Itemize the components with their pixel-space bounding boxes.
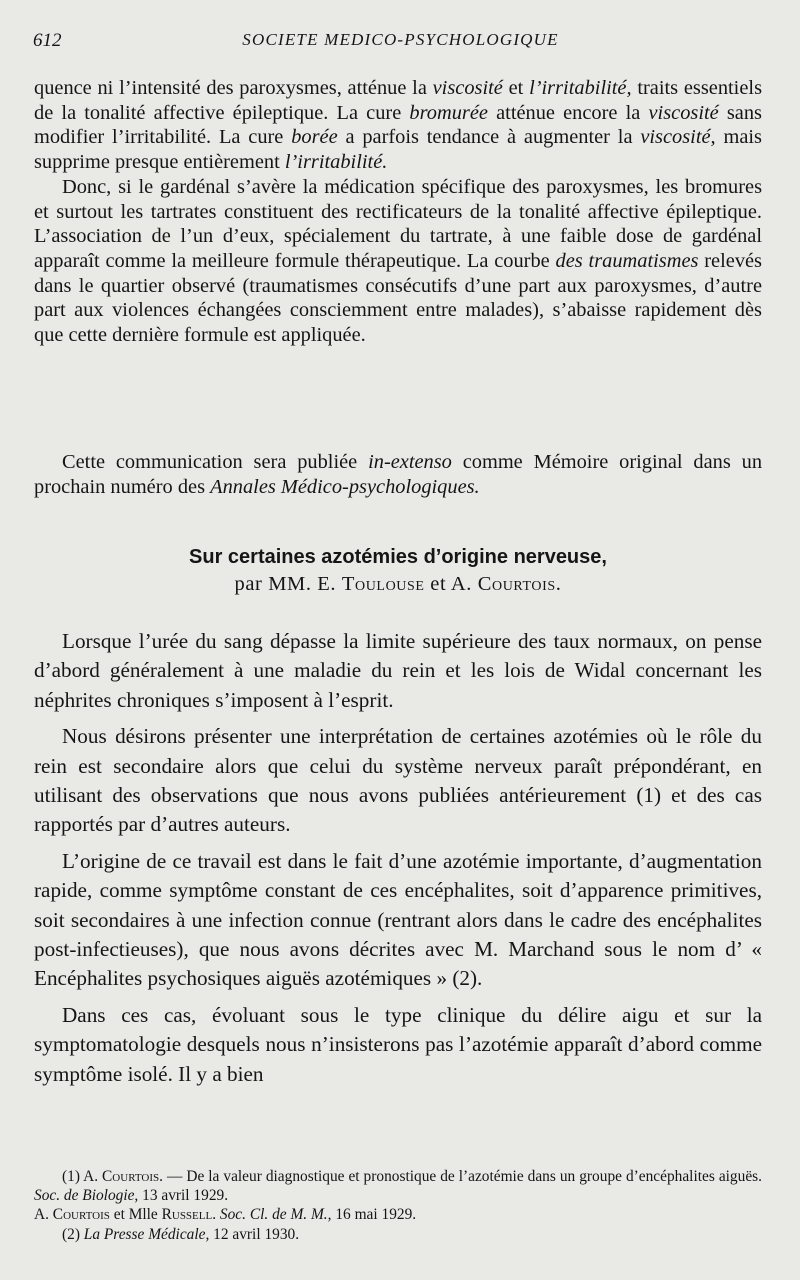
preceding-article-text	[34, 76, 762, 348]
article-title: Sur certaines azotémies d’origine nerveuse,	[189, 546, 607, 568]
page-number: 612	[33, 30, 62, 51]
paragraph-conclusion: Donc, si le gardénal s’avère la médication spécifique des paroxysmes, les bromures et surtout les tartrates constituent des rectificateurs de la tonalité affective épileptique. L’association de l’un d’eux, spécialement du tartrate, à une faible dose de gardénal apparaît comme la meilleure formule thérapeutique. La courbe des traumatismes relevés dans le quartier observé (traumatismes consécutifs d’une part aux paroxysmes, d’autre part aux violences échangées consciemment entre malades), s’abaisse rapidement dès que cette dernière formule est appliquée.	[34, 175, 762, 347]
footnote-1: (1) A. Courtois. — De la valeur diagnostique et pronostique de l’azotémie dans un groupe d’encéphalites aiguës. Soc. de Biologie, 13 avril 1929.	[34, 1168, 762, 1205]
running-header	[33, 30, 768, 56]
footnote-2: (2) La Presse Médicale, 12 avril 1930.	[62, 1225, 300, 1243]
paragraph-purpose: Nous désirons présenter une interprétation de certaines azotémies où le rôle du rein est secondaire alors que celui du système nerveux paraît prépondérant, en utilisant des observations que nous avons publiées antérieurement (1) et des cas rapportés par d’autres auteurs.	[34, 724, 762, 837]
paragraph-continuation: quence ni l’intensité des paroxysmes, atténue la viscosité et l’irritabilité, traits essentiels de la tonalité affective épileptique. La cure bromurée atténue encore la viscosité sans modifier l’irritabilité. La cure borée a parfois tendance à augmenter la viscosité, mais supprime presque entièrement l’irritabilité.	[34, 77, 763, 174]
footnotes	[34, 1167, 762, 1244]
running-title: SOCIETE MEDICO-PSYCHOLOGIQUE	[242, 30, 559, 49]
publication-note	[34, 450, 762, 499]
article-byline: par MM. E. Toulouse et A. Courtois.	[234, 573, 562, 595]
paragraph-origin: L’origine de ce travail est dans le fait d’une azotémie importante, d’augmentation rapide, comme symptôme constant de ces encéphalites, soit d’apparence primitives, soit secondaires à une infection connue (rentrant alors dans le cadre des encéphalites post-infectieuses), que nous avons décrites avec M. Marchand sous le nom d’ « Encéphalites psychosiques aiguës azotémiques » (2).	[34, 848, 762, 991]
footnote-1-continued: A. Courtois et Mlle Russell. Soc. Cl. de M. M., 16 mai 1929.	[34, 1206, 417, 1224]
article-heading	[34, 544, 762, 598]
article-body	[34, 627, 762, 1096]
paragraph-cases: Dans ces cas, évoluant sous le type clinique du délire aigu et sur la symptomatologie desquels nous n’insisterons pas l’azotémie apparaît d’abord comme symptôme isolé. Il y a bien	[34, 1002, 762, 1086]
paragraph-intro: Lorsque l’urée du sang dépasse la limite supérieure des taux normaux, on pense d’abord généralement à une maladie du rein et les lois de Widal concernant les néphrites chroniques s’imposent à l’esprit.	[34, 629, 762, 712]
paragraph-publication-note: Cette communication sera publiée in-extenso comme Mémoire original dans un prochain numéro des Annales Médico-psychologiques.	[34, 451, 763, 498]
